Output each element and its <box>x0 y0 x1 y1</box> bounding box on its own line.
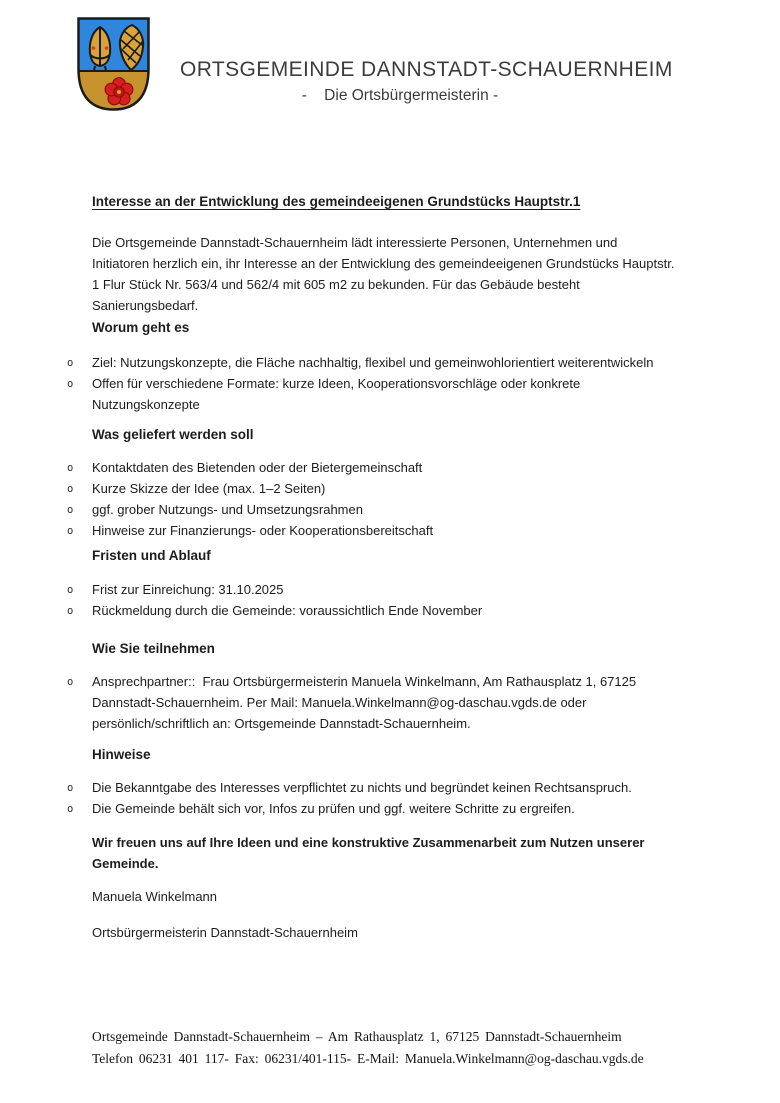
bullet-list <box>67 457 732 541</box>
list-item <box>67 520 732 541</box>
list-item <box>67 600 732 621</box>
bullet-marker: o <box>67 782 74 794</box>
coat-of-arms-icon <box>75 15 152 113</box>
bullet-marker: o <box>67 584 74 596</box>
bullet-text: Frist zur Einreichung: 31.10.2025 <box>92 582 284 597</box>
org-name: ORTSGEMEINDE DANNSTADT-SCHAUERNHEIM <box>180 58 673 81</box>
section-heading-fristen: Fristen und Ablauf <box>92 548 211 563</box>
bullet-marker: o <box>67 605 74 617</box>
signature-name <box>92 886 732 907</box>
signature-role-text: Ortsbürgermeisterin Dannstadt-Schauernheim <box>92 925 358 940</box>
section-heading-teilnehmen: Wie Sie teilnehmen <box>92 641 215 656</box>
list-item <box>67 777 732 798</box>
footer-line-2: Telefon 06231 401 117- Fax: 06231/401-115- E-Mail: Manuela.Winkelmann@og-daschau.vgds.de <box>92 1051 644 1066</box>
list-item <box>67 579 732 600</box>
bullet-text: Die Bekanntgabe des Interesses verpflichtet zu nichts und begründet keinen Rechtsanspruch. <box>92 780 632 795</box>
bullet-text: Hinweise zur Finanzierungs- oder Kooperationsbereitschaft <box>92 523 434 538</box>
bullet-list <box>67 352 732 415</box>
bullet-list <box>67 671 732 734</box>
closing-line: Gemeinde. <box>92 856 159 871</box>
bullet-text: persönlich/schriftlich an: Ortsgemeinde Dannstadt-Schauernheim. <box>92 716 471 731</box>
bullet-marker: o <box>67 525 74 537</box>
bullet-text: Kontaktdaten des Bietenden oder der Bietergemeinschaft <box>92 460 423 475</box>
bullet-text: Nutzungskonzepte <box>92 397 200 412</box>
section-heading-hinweise: Hinweise <box>92 747 151 762</box>
bullet-text: Die Gemeinde behält sich vor, Infos zu prüfen und ggf. weitere Schritte zu ergreifen. <box>92 801 575 816</box>
bullet-marker: o <box>67 462 74 474</box>
closing-line: Wir freuen uns auf Ihre Ideen und eine konstruktive Zusammenarbeit zum Nutzen unserer <box>92 835 645 850</box>
intro-line: Die Ortsgemeinde Dannstadt-Schauernheim lädt interessierte Personen, Unternehmen und <box>92 235 618 250</box>
bullet-text: Ansprechpartner:: Frau Ortsbürgermeisterin Manuela Winkelmann, Am Rathausplatz 1, 67125 <box>92 674 637 689</box>
signature-name-text: Manuela Winkelmann <box>92 889 218 904</box>
list-item <box>67 352 732 373</box>
bullet-marker: o <box>67 483 74 495</box>
signature-role <box>92 922 732 943</box>
bullet-marker: o <box>67 357 74 369</box>
bullet-marker: o <box>67 378 74 390</box>
title-block <box>92 191 732 212</box>
bullet-text: Rückmeldung durch die Gemeinde: voraussichtlich Ende November <box>92 603 483 618</box>
list-item <box>67 671 732 734</box>
intro-paragraph <box>92 232 732 316</box>
list-item <box>67 373 732 415</box>
list-item <box>67 478 732 499</box>
list-item <box>67 499 732 520</box>
org-subtitle: - Die Ortsbürgermeisterin - <box>301 87 499 104</box>
bullet-text: Kurze Skizze der Idee (max. 1–2 Seiten) <box>92 481 326 496</box>
bullet-marker: o <box>67 803 74 815</box>
bullet-list <box>67 777 732 819</box>
footer <box>92 1026 732 1070</box>
intro-line: 1 Flur Stück Nr. 563/4 und 562/4 mit 605 m2 zu bekunden. Für das Gebäude besteht <box>92 277 580 292</box>
bullet-text: ggf. grober Nutzungs- und Umsetzungsrahmen <box>92 502 363 517</box>
intro-line: Sanierungsbedarf. <box>92 298 199 313</box>
section-heading-worum-geht-es: Worum geht es <box>92 320 190 335</box>
document-title: Interesse an der Entwicklung des gemeindeeigenen Grundstücks Hauptstr.1 <box>92 194 581 209</box>
list-item <box>67 457 732 478</box>
bullet-list <box>67 579 732 621</box>
list-item <box>67 798 732 819</box>
bullet-marker: o <box>67 504 74 516</box>
intro-line: Initiatoren herzlich ein, ihr Interesse an der Entwicklung des gemeindeeigenen Grundstücks Hauptstr. <box>92 256 675 271</box>
footer-line-1: Ortsgemeinde Dannstadt-Schauernheim – Am Rathausplatz 1, 67125 Dannstadt-Schauernheim <box>92 1029 622 1044</box>
section-heading-was-geliefert: Was geliefert werden soll <box>92 427 254 442</box>
bullet-marker: o <box>67 676 74 688</box>
bullet-text: Ziel: Nutzungskonzepte, die Fläche nachhaltig, flexibel und gemeinwohlorientiert weiterentwickeln <box>92 355 654 370</box>
bullet-text: Dannstadt-Schauernheim. Per Mail: Manuela.Winkelmann@og-daschau.vgds.de oder <box>92 695 587 710</box>
closing-paragraph <box>92 832 732 874</box>
bullet-text: Offen für verschiedene Formate: kurze Ideen, Kooperationsvorschläge oder konkrete <box>92 376 581 391</box>
